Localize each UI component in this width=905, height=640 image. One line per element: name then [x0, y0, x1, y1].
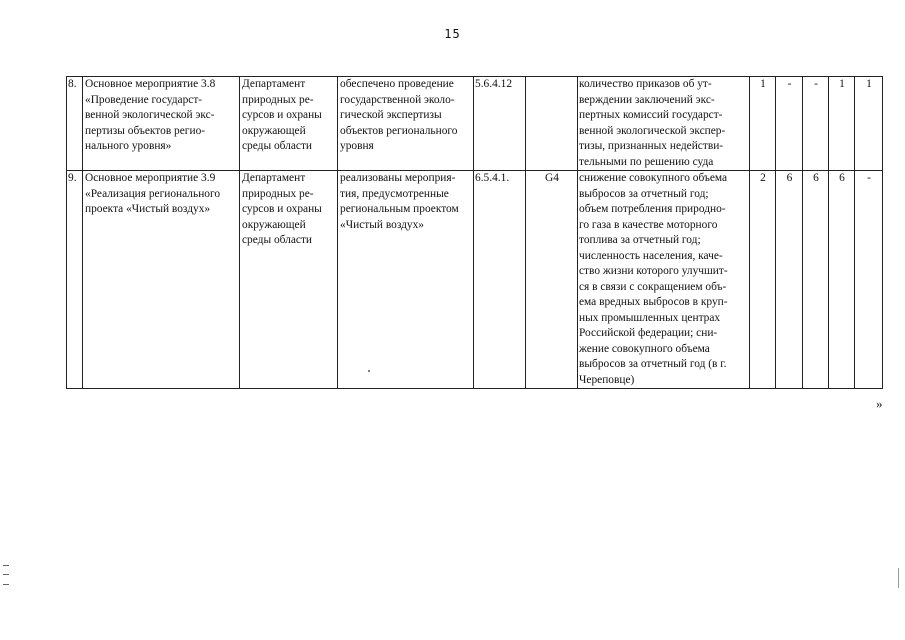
program-measures-table: [66, 76, 883, 389]
expected-result-line: объектов регионального: [340, 124, 458, 137]
expected-result-line: тия, предусмотренные: [340, 187, 449, 200]
indicator-value: 1: [750, 77, 776, 171]
measure-title-line: нального уровня»: [85, 140, 172, 152]
indicator-text: [578, 171, 750, 389]
scan-speck: [368, 370, 370, 372]
measure-title-line: Основное мероприятие 3.9: [85, 172, 216, 184]
indicator-value: -: [803, 77, 829, 171]
expected-result: [338, 77, 474, 171]
closing-quote: »: [876, 396, 883, 411]
indicator-value: -: [776, 77, 803, 171]
table-body: [67, 77, 883, 389]
measure-title-line: «Проведение государст-: [85, 93, 203, 106]
table-row: [67, 171, 883, 389]
measure-title-line: проекта «Чистый воздух»: [85, 203, 211, 215]
measure-title: [83, 77, 240, 171]
responsible-executor-line: Департамент: [242, 78, 306, 90]
expected-result-line: реализованы мероприя-: [340, 172, 456, 184]
measure-title: [83, 171, 240, 389]
row-number: 9.: [67, 171, 83, 389]
indicator-text-line: го газа в качестве моторного: [579, 218, 718, 231]
expected-result-line: региональным проектом: [340, 203, 459, 215]
row-number: 8.: [67, 77, 83, 171]
responsible-executor-line: Департамент: [242, 172, 306, 184]
measure-code: 5.6.4.12: [474, 77, 526, 171]
expected-result-line: уровня: [340, 140, 374, 152]
expected-result-line: государственной эколо-: [340, 93, 455, 106]
indicator-text-line: количество приказов об ут-: [579, 78, 712, 90]
responsible-executor: [240, 171, 338, 389]
indicator-text-line: жение совокупного объема: [579, 342, 710, 355]
indicator-text-line: ных промышленных центрах: [579, 311, 721, 324]
indicator-text-line: численность населения, каче-: [579, 249, 723, 262]
indicator-text-line: ство жизни которого улучшит-: [579, 265, 728, 277]
indicator-text-line: Российской федерации; сни-: [579, 327, 718, 339]
measure-title-line: пертизы объектов регио-: [85, 124, 206, 137]
responsible-executor-line: среды области: [242, 140, 313, 152]
responsible-executor-line: природных ре-: [242, 187, 314, 200]
indicator-text-line: объем потребления природно-: [579, 203, 726, 215]
scan-edge-mark: [898, 568, 902, 588]
measure-title-line: «Реализация регионального: [85, 187, 221, 200]
indicator-text-line: выбросов за отчетный год (в г.: [579, 358, 727, 370]
indicator-text-line: пертных комиссий государст-: [579, 109, 723, 121]
indicator-text-line: тельными по решению суда: [579, 155, 714, 168]
indicator-text-line: ема вредных выбросов в круп-: [579, 296, 728, 308]
responsible-executor-line: окружающей: [242, 218, 306, 231]
indicator-text-line: ся в связи с сокращением объ-: [579, 280, 727, 293]
expected-result-line: гической экспертизы: [340, 109, 442, 121]
expected-result-line: «Чистый воздух»: [340, 218, 424, 231]
measure-title-line: Основное мероприятие 3.8: [85, 78, 216, 90]
indicator-text-line: венной экологической экспер-: [579, 124, 726, 137]
indicator-text-line: выбросов за отчетный год;: [579, 187, 709, 200]
project-mark: G4: [526, 171, 578, 389]
responsible-executor-line: сурсов и охраны: [242, 109, 322, 121]
responsible-executor-line: окружающей: [242, 124, 306, 137]
indicator-value: 2: [750, 171, 776, 389]
indicator-value: 1: [855, 77, 883, 171]
indicator-value: 6: [803, 171, 829, 389]
measure-title-line: венной экологической экс-: [85, 109, 215, 121]
indicator-value: 6: [829, 171, 855, 389]
indicator-text-line: снижение совокупного объема: [579, 172, 728, 184]
indicator-text-line: Череповце): [579, 373, 635, 386]
indicator-value: -: [855, 171, 883, 389]
indicator-text-line: топлива за отчетный год;: [579, 234, 701, 246]
indicator-text: [578, 77, 750, 171]
project-mark: [526, 77, 578, 171]
indicator-text-line: тизы, признанных недействи-: [579, 140, 724, 152]
indicator-value: 1: [829, 77, 855, 171]
responsible-executor-line: природных ре-: [242, 93, 314, 106]
responsible-executor-line: сурсов и охраны: [242, 203, 322, 215]
expected-result-line: обеспечено проведение: [340, 78, 454, 90]
responsible-executor: [240, 77, 338, 171]
table-row: [67, 77, 883, 171]
expected-result: [338, 171, 474, 389]
responsible-executor-line: среды области: [242, 234, 313, 246]
indicator-text-line: верждении заключений экс-: [579, 93, 715, 106]
measure-code: 6.5.4.1.: [474, 171, 526, 389]
page-number: 15: [444, 27, 461, 41]
indicator-value: 6: [776, 171, 803, 389]
binding-margin-mark: [3, 565, 9, 585]
